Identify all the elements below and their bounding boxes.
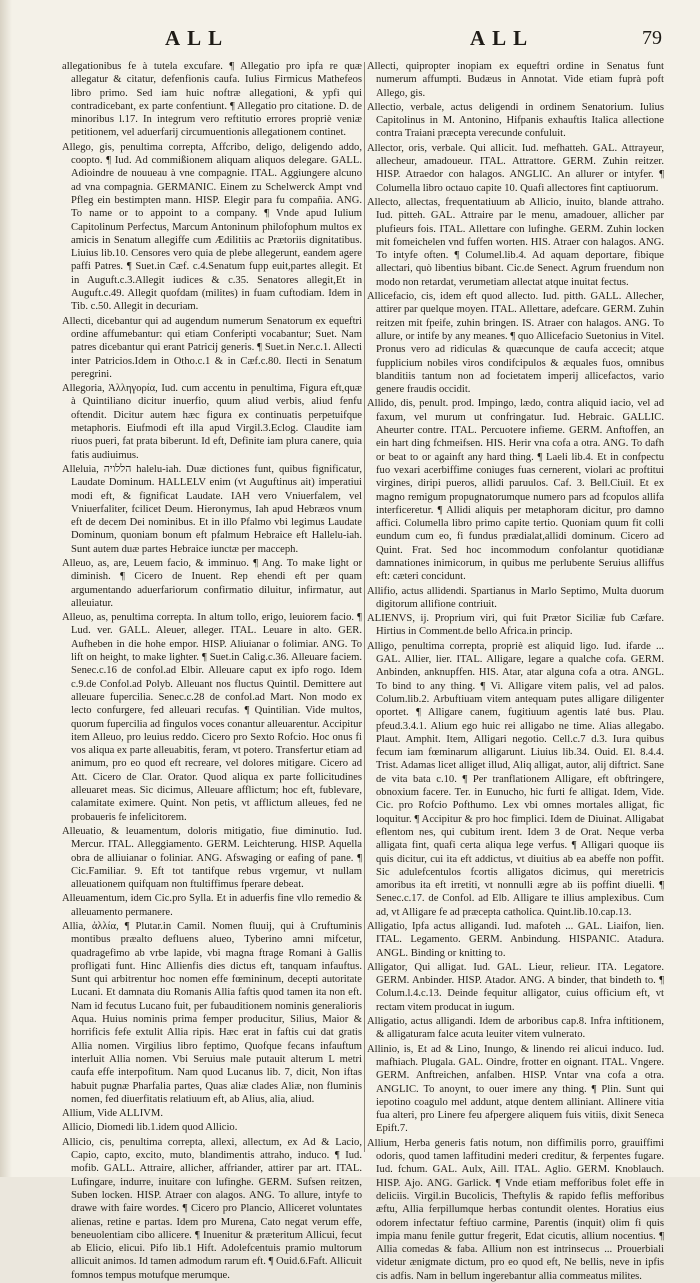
- entry: Alleluia, הללויה halelu-iah. Duæ dictiones funt, quibus fignificatur, Laudate Dominum. HALLELV enim (vt Auguftinus ait) imperatiui modi eft, & fignificat Laudate. IAH vero Vniuerfalem, vel Vniuerfaliter, fcilicet Deum. Hieronymus, Iah apud Hebræos vnum eft de decem Dei nominibus. Et in illo Pfalmo vbi legimus Laudate Dominum, quoniam bonum eft pfalmum Hebraice eft Hallelu-iah. Sunt autem duæ partes Hebraice iunctæ per macceph.: [62, 463, 363, 555]
- right-column: [367, 60, 664, 1282]
- entry: Allicefacio, cis, idem eft quod allecto. Iud. pitth. GALL. Allecher, attirer par quelque moyen. ITAL. Allettare, adefcare. GERM. Zuhin reitzen mit fpeife, zuhin bringen. IS. Atraer con halagos. ANG. To allure, or intife by any meanes. ¶ quo Allicefacio Suetonius in Vitel. Pronus vero ad ridiculas & quæcunque de caufa accecit; atque fupplicium nobiles viros condifcipulos & æquales fuos, omnibus blanditiis tantum non ad focietatem imperij allicefactos, vario genere fraudis occidit.: [367, 291, 664, 396]
- entry: Allia, ἀλλία, ¶ Plutar.in Camil. Nomen fluuij, qui à Cruftuminis montibus præalto defluens alueo, Tyberino amni mifcetur, quadragefimo ab vrbe lapide, vbi magna ftrage Romani à Gallis profligati funt. Hinc Allienfis dies dictus eft, tanquam infauftus. Sunt qui arbitrentur hoc nomen effe fœmininum, decepti autoritate Lucani. Et damnata diu Romanis Allia faftis quod tamen ita non eft. Nam id fecutus Lucano fuit, per fubauditionem nominis generalioris Aqua. Huius nominis prima femper producitur, Silius, Maior & horrificis fefe extulit Allia ripis. Hæc erat in faftis cui dat gratis Allia nomen. Virgilius libro feptimo, Quofque fecans infauftum interluit Allia nomen. Vbi Seruius male putauit alterum L metri caufa effe interpofitum. Nam quod Lucanus lib. 7, dicit, Non iftas habuit pugnæ Pharfalia partes, Quas aliæ clades Aliæ, non fluminis nomen, fed diuerfitatis relatiuum eft, ab Alius, alia, aliud.: [62, 921, 362, 1105]
- entry: ALIENVS, ij. Proprium viri, qui fuit Prætor Siciliæ fub Cæfare. Hirtius in Comment.de bello Africa.in princip.: [367, 613, 664, 638]
- entry: Allium, Vide ALLIVM.: [62, 1108, 163, 1120]
- entry: Allicio, cis, penultima correpta, allexi, allectum, ex Ad & Lacio, Capio, capto, excito, muto, blandimentis attraho, induco. ¶ Iud. mofib. GALL. Attraire, allicher, affriander, attirer par art. ITAL. Lufingare, indurre, inuitare con lufinghe. GERM. Sufsen reitzen, Suben locken. HISP. Atraer con alagos. ANG. To allure, intyfe to drawe with faire wordes. ¶ Cicero pro Plancio, Alliceret voluntates alienas, retine e partas. Idem pro Murena, Cato negat verum effe, beneuolentiam cibo allicere. ¶ Inuenitur & præteritum Allicui, fecut ab Elicio, elicui. Pifo lib.1 Hift. Adolefcentuis pramio multorum allicuit animos. Id tamen admodum rarum eft. ¶ Ouid.6.Faft. Allicuit fomnos tempus motufque merumque.: [62, 1136, 362, 1281]
- running-header: [0, 26, 700, 56]
- entry: Allifio, actus allidendi. Spartianus in Marlo Septimo, Multa duorum digitorum allifione contriuit.: [367, 585, 664, 610]
- page-number: 79: [642, 27, 662, 49]
- entry: Allecti, quipropter inopiam ex equeftri ordine in Senatus funt numerum affumpti. Budæus in Annotat. Vide etiam fuprà poft Allego, gis.: [367, 61, 664, 99]
- running-head-left: ALL: [165, 26, 230, 50]
- column-divider: [364, 62, 365, 1152]
- entry: Allido, dis, penult. prod. Impingo, lædo, contra aliquid iacio, vel ad faxum, vel murum ut confringatur. Iud. Hebraic. GALLIC. Aheurter contre. ITAL. Percuotere infieme. GERM. Anftoffen, an ein hart ding fchmeifsen. HIS. Herir vna cofa a otra. ANG. To dafh or beat to or againft any hard thing. ¶ Laeli lib.4. Et in confpectu fuo vexari acerbiffime coniuges fuas cernerent, violari ac proftitui virgines, diripi pueros, allidi paruulos. Caf. 3. Bell.Ciuil. Et ex magno remigum propugnatorumque numero pars ad fcopulos allifa interficeretur. ¶ Allidi aliquis per metaphoram dicitur, pro damno affici. Columella libro primo capite tertio. Quoniam quum fit colli eundum cum eo, fi fundus prædialat,allidi dominum. Cicero ad Quint. Frat. Sed hoc incommodum confolantur quotidianæ damnationes inimicorum, in quibus me perlubente Seruius alliffus eft: cæteri concidunt.: [367, 398, 664, 583]
- entry: Allegoria, Ἀλληγορία, Iud. cum accentu in penultima, Figura eft,quæ à Quintiliano dicitur inuerfio, quum aliud verbis, aliud fenfu oftendit. Dicitur autem hæc figura ex continuatis perpetuifque metaphoris. Eiufmodi eft illa apud Virgil.3.Eclog. Claudite iam riuos pueri, fat prata biberunt. Id eft, Definite iam plura canere, quia fatis audiuimus.: [62, 383, 362, 461]
- entry: Alligator, Qui alligat. Iud. GAL. Lieur, relieur. ITA. Legatore. GERM. Anbinder. HISP. Atador. ANG. A binder, that bindeth to. ¶ Colum.l.4.c.13. Deinde fequitur alligator, cuius officium eft, vt rectam vitem producat in iugum.: [367, 961, 664, 1013]
- entry: Allinio, is, Et ad & Lino, Inungo, & linendo rei alicui induco. Iud. mafhiach. Plugala. GAL. Oindre, frotter en oignant. ITAL. Vngere. GERM. Anftreichen, anfalben. HISP. Vntar vna cofa a otra. ANGLIC. To anoynt, to ouer imere any thing. ¶ Plin. Sunt qui iepotino coagulo mel addunt, atque dentem alliniant. Allinere vitia fua alteri, pro Linere feu afpergere aliquem fuis vitiis, dixit Seneca Epift.7.: [367, 1043, 664, 1135]
- entry: Alleuamentum, idem Cic.pro Sylla. Et in aduerfis fine vllo remedio & alleuamento permanere.: [62, 893, 362, 918]
- left-column: [62, 60, 363, 1281]
- entry: Alleuatio, & leuamentum, doloris mitigatio, fiue diminutio. Iud. Mercur. ITAL. Alleggiamento. GERM. Leichterung. HISP. Aquella obra de alliuianar o foliniar. ANG. Afswaging or eafing of pane. ¶ Cic.Familiar. 9. Eft tot tantifque rebus vrgemur, vt nullam alleuationem quifquam non ftultiffimus fperare debeat.: [62, 825, 362, 891]
- page-gutter-shadow: [0, 0, 12, 1177]
- entry: Alleuo, as, penultima correpta. In altum tollo, erigo, leuiorem facio. ¶ Lud. ver. GALL. Aleuer, alleger. ITAL. Leuare in alto. GER. Aufheben in die hohe empor. HISP. Aliuianar o folimiar. ANG. To lift on height, to make lighter. ¶ Suet.in Calig.c.36. Alleuare faciem. Senec.c.16 de confol.ad Elbir. Alleuare caput ex ipfo rogo. Idem c.9.de Confol.ad Polyb. Alleuant nos fluctus Quintil. Demittere aut alleuare fupercilia. Senec.c.28 de confol.ad Mart. Non modo ex lecto confurgere, fed alleuari recufas. ¶ Quintilian. Vide multos, quorum fupercilia ad fingulos voces conantur alleuarentur. Accipitur item Alleuo, pro leuius reddo. Cicero pro Sexto Rofcio. Hoc onus fi vos aliqua ex parte alleuabitis, feram, vt potero. Transfertur etiam ad animum, pro eo quod eft recreare, vel dolores mitigare. Cicero ad Att. Cicero de Clar. Orator. Quod aliqua ex parte follicitudines alleuaret meas. Sic dicimus, Alleuare afflictum; hoc eft, fublevare, calamitate eximere. Quint. Non petis, vt afflictum alleues, fed ne probaueris fe infelicitorem.: [62, 612, 362, 823]
- running-head-right: ALL: [470, 26, 535, 50]
- entry: Allectio, verbale, actus deligendi in ordinem Senatorium. Iulius Capitolinus in M. Antonino, Hifpanis exhauftis Italica allectione contra Traiani præcepta verecunde confuluit.: [367, 101, 664, 140]
- entry: Allecto, allectas, frequentatiuum ab Allicio, inuito, blande attraho. Iud. pitteh. GAL. Attraire par le menu, amadouer, allicher par plufieurs fois. ITAL. Allettare con lufinghe. GERM. Zuhin locken mit fomeichelen vnd fuffen worten. HIS. Atraer con halagos. ANG. To intyfe often. ¶ Columel.lib.4. Ad aquam deportare, fibique allectari, quò libentius bibant. Cic.de Senect. Agrum fruendum non modo non retardat, verumetiam allectat atque inuitat fectus.: [367, 196, 664, 288]
- entry: Alligatio, actus alligandi. Idem de arboribus cap.8. Infra inftitionem, & alligaturam falce acuta leuiter vitem vulnerato.: [367, 1016, 664, 1041]
- entry: allegationibus fe à tutela excufare. ¶ Allegatio pro ipfa re quæ allegatur & citatur, defenfionis caufa. Iulius Firmicus Mathefeos libro primo. Sed iam huic noftræ allegationi, & ypfi qui contradicebant, ex parte confentiunt. ¶ Allegatio pro citatione. D. de minoribus l.17. In integrum vero reftitutio errores propriè veniæ petitionem, vel aduerfarij circumuentionis allegationem continet.: [62, 61, 362, 139]
- entry: Allicio, Diomedi lib.1.idem quod Allicio.: [62, 1122, 238, 1134]
- entry: Alligo, penultima correpta, propriè est aliquid ligo. Iud. ifarde ... GAL. Allier, lier. ITAL. Alligare, legare a qualche cofa. GERM. Anbinden, anknupffen. HIS. Atar, atar alguna cofa a otra. ANGL. To bind to any thing. ¶ Vi. Alligare vitem palis, vel ad palos. Colum.lib.2. Arbuftiuam vitem antequam putes alligare diligenter oportet. ¶ Alligare canem, fugitiuum agentis laté bus. Plau. pfeud.3.4.1. Alium ego huic rei alligabo ne time. Alias allegabo. Plaut. Amphit. Item, Alligari negotio. Cell.c.7 d.3. Iura quibus fecum iam fœminarum alligarunt. Liuius lib.34. Ouid. El. 8.4.4. Trist. Adamas licet alliget illud, Aliq alligat, autor, alij diftrict. Sane de vita bata c.10. ¶ Per tranflationem Alligare, eft obftringere, obnoxium facere. Ter. in Eunucho, hic furti fe alligat. Idem, Vide. Cic. pro Rofcio Pofthumo. Lex vbi omnes mortales alligat, fic loquitur. ¶ Accipitur & pro hoc fimplici. Idem de Diuinat. Alligabat eflentom nes, qui cubitum irent. Idem 3 de Orat. Neque verba alligata fint, quafi certa aliqua lege verfus. ¶ Alligari quoque iis quis dicitur, cui ita eft addictus, vt diuitius ab ea abeffe non poffit. Sic adulefcentulos fcortis alligatos dicimus, qui meretricis amoribus ita eft irretiti, vt nonnulli ægre ab iis poffint diuelli. ¶ Senec.c.17. de Confol. ad Elb. Alligare te illius amplexibus. Cum ad, vt Alligare fe ad præcepta catholica. Quint.lib.10.cap.13.: [367, 640, 664, 918]
- entry: Allium, Herba generis fatis notum, non diffimilis porro, grauiffimi odoris, quod tamen laffitudini mederi creditur, & ferpentes fugare. Iud. fchum. GAL. Aulx, Aill. ITAL. Aglio. GERM. Knoblauch. HISP. Ajo. ANG. Garlick. ¶ Vnde etiam mefforibus folet effe in deliciis. Virgil.in Bucolicis, Theftylis & rapido feflis mefforibus æftu, Allia ferpillumque herbas contundit olentes. Horatius eius odorem infectatur feftiuo carmine, Parentis (inquit) olim fi quis impia manu fenile guttur fregerit, Edat cicutis, allium nocentius. ¶ Allia comedas & faba. Allium non est intrinsecus ... Prouerbiali videtur ænigmate dictum, pro eo quod eft, Ne bellis, neve in ipfis cis adfis. Nam in bellum ingerebantur allia commeatus milites.: [367, 1137, 664, 1282]
- entry: Allector, oris, verbale. Qui allicit. Iud. mefhatteh. GAL. Attrayeur, allecheur, amadoueur. ITAL. Attrattore. GERM. Zuhin reitzer. HISP. Atraedor con halagos. ANGLIC. An allurer or intyfer. ¶ Columella libro octauo capite 10. Quafi allectores fint captiuorum.: [367, 142, 664, 194]
- entry: Alleuo, as, are, Leuem facio, & imminuo. ¶ Ang. To make light or diminish. ¶ Cicero de Inuent. Rep ehendi eft per quam argumentando aduerfariorum confirmatio diluitur, infirmatur, aut alleuiatur.: [62, 557, 362, 609]
- entry: Alligatio, Ipfa actus alligandi. Iud. mafoteh ... GAL. Liaifon, lien. ITAL. Legamento. GERM. Anbindung. HISPANIC. Atadura. ANGL. Binding or knitting to.: [367, 921, 664, 959]
- entry: Allecti, dicebantur qui ad augendum numerum Senatorum ex equeftri ordine affumebantur: qui etiam Conferipti vocabantur; Suet. Nam patres dicebantur qui erant Patricij generis. ¶ Suet.in Ner.c.1. Allecti inter Patricios.Idem in Otho.c.1 & in Cæf.c.80. Ilecti in Senatum peregrini.: [62, 315, 362, 380]
- entry: Allego, gis, penultima correpta, Affcribo, deligo, deligendo addo, coopto. ¶ Iud. Ad commißionem aliquam aliquos delegare. GALL. Adioindre de nouueau à vne compagnie. ITAL. Aggiungere alcuno ad vna compagnia. GERMANIC. Einem zu Schelwerck Ampt vnd Pfleg ein bestimpten mann. HISP. Elegir para fu compañia. ANG. To name or to appoint to a company. ¶ Vnde apud Iulium Capitolinum Perfectus, Marcum Antoninum philofophum multos ex amicis in Senatum allegiffe cum Ædilitiis ac Prætoriis dignitatibus. Liuius lib.10. Censores vero quia de plebe allegerunt, eandem agere paffi Patres. ¶ Suet.in Cæf. c.4.Senatum fupp euit,partes allegit. Et in Auguft.c.3.Allegit iudices & c.35. Senatores allegit,Et in Auguft.c.49. Allegit quofdam (milites) in fuam cuftodiam. Idem in Tib. c.50. Allegit in decuriam.: [62, 141, 362, 313]
